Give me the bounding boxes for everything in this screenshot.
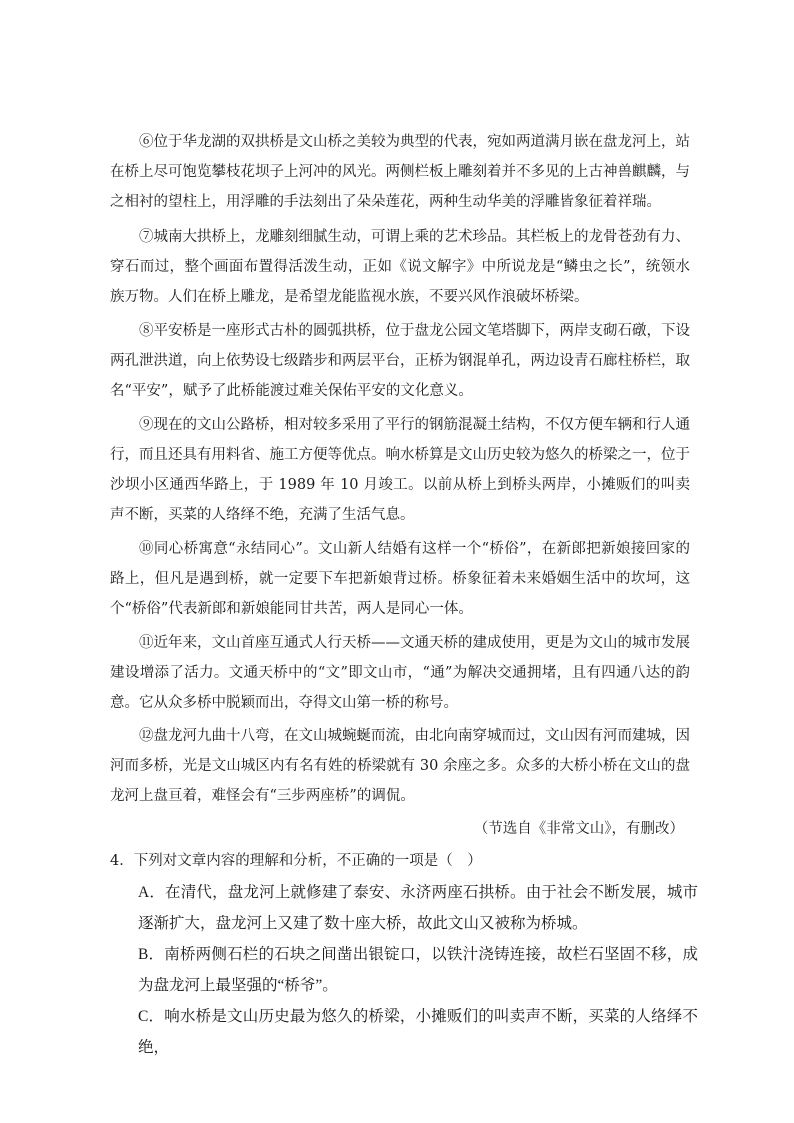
paragraph-11: ⑪近年来，文山首座互通式人行天桥——文通天桥的建成使用，更是为文山的城市发展建设增添了活力。文通天桥中的“文”即文山市，“通”为解决交通拥堵，且有四通八达的韵意。它从众多桥中脱颖而出，夺得文山第一桥的称号。 bbox=[110, 635, 690, 711]
paragraph-12: ⑫盘龙河九曲十八弯，在文山城蜿蜒而流，由北向南穿城而过，文山因有河而建城，因河而多桥，光是文山城区内有名有姓的桥梁就有 30 余座之多。众多的大桥小桥在文山的盘龙河上盘亘着，难怪会有“三步两座桥”的调侃。 bbox=[110, 728, 690, 804]
paragraph-9: ⑨现在的文山公路桥，相对较多采用了平行的钢筋混凝土结构，不仅方便车辆和行人通行，而且还具有用料省、施工方便等优点。响水桥算是文山历史较为悠久的桥梁之一，位于沙坝小区通西华路上，于 1989 年 10 月竣工。以前从桥上到桥头两岸，小摊贩们的叫卖声不断，买菜的人络绎不绝，充满了生活气息。 bbox=[110, 417, 690, 523]
source-citation: （节选自《非常文山》，有删改） bbox=[473, 821, 684, 837]
paragraph-10: ⑩同心桥寓意“永结同心”。文山新人结婚有这样一个“桥俗”，在新郎把新娘接回家的路上，但凡是遇到桥，就一定要下车把新娘背过桥。桥象征着未来婚姻生活中的坎坷，这个“桥俗”代表新郎和新娘能同甘共苦，两人是同心一体。 bbox=[110, 541, 690, 617]
option-a: A．在清代，盘龙河上就修建了泰安、永济两座石拱桥。由于社会不断发展，城市逐渐扩大，盘龙河上又建了数十座大桥，故此文山又被称为桥城。 bbox=[138, 884, 698, 932]
paragraph-6: ⑥位于华龙湖的双拱桥是文山桥之美较为典型的代表，宛如两道满月嵌在盘龙河上，站在桥上尽可饱览攀枝花坝子上河冲的风光。两侧栏板上雕刻着并不多见的上古神兽麒麟，与之相衬的望柱上，用浮雕的手法刻出了朵朵莲花，两种生动华美的浮雕皆象征着祥瑞。 bbox=[110, 134, 690, 210]
option-b: B．南桥两侧石栏的石块之间凿出银锭口，以铁汁浇铸连接，故栏石坚固不移，成为盘龙河上最坚强的“桥爷”。 bbox=[138, 946, 698, 994]
question-stem: 4．下列对文章内容的理解和分析，不正确的一项是（ ） bbox=[110, 853, 482, 869]
paragraph-7: ⑦城南大拱桥上，龙雕刻细腻生动，可谓上乘的艺术珍品。其栏板上的龙骨苍劲有力、穿石而过，整个画面布置得活泼生动，正如《说文解字》中所说龙是“鳞虫之长”，统领水族万物。人们在桥上雕龙，是希望龙能监视水族，不要兴风作浪破坏桥梁。 bbox=[110, 229, 690, 305]
option-c: C．响水桥是文山历史最为悠久的桥梁，小摊贩们的叫卖声不断，买菜的人络绎不绝， bbox=[138, 1008, 698, 1056]
paragraph-8: ⑧平安桥是一座形式古朴的圆弧拱桥，位于盘龙公园文笔塔脚下，两岸支砌石礅，下设两孔泄洪道，向上依势设七级踏步和两层平台，正桥为钢混单孔，两边设青石廊柱桥栏，取名“平安”，赋予了此桥能渡过难关保佑平安的文化意义。 bbox=[110, 323, 690, 399]
